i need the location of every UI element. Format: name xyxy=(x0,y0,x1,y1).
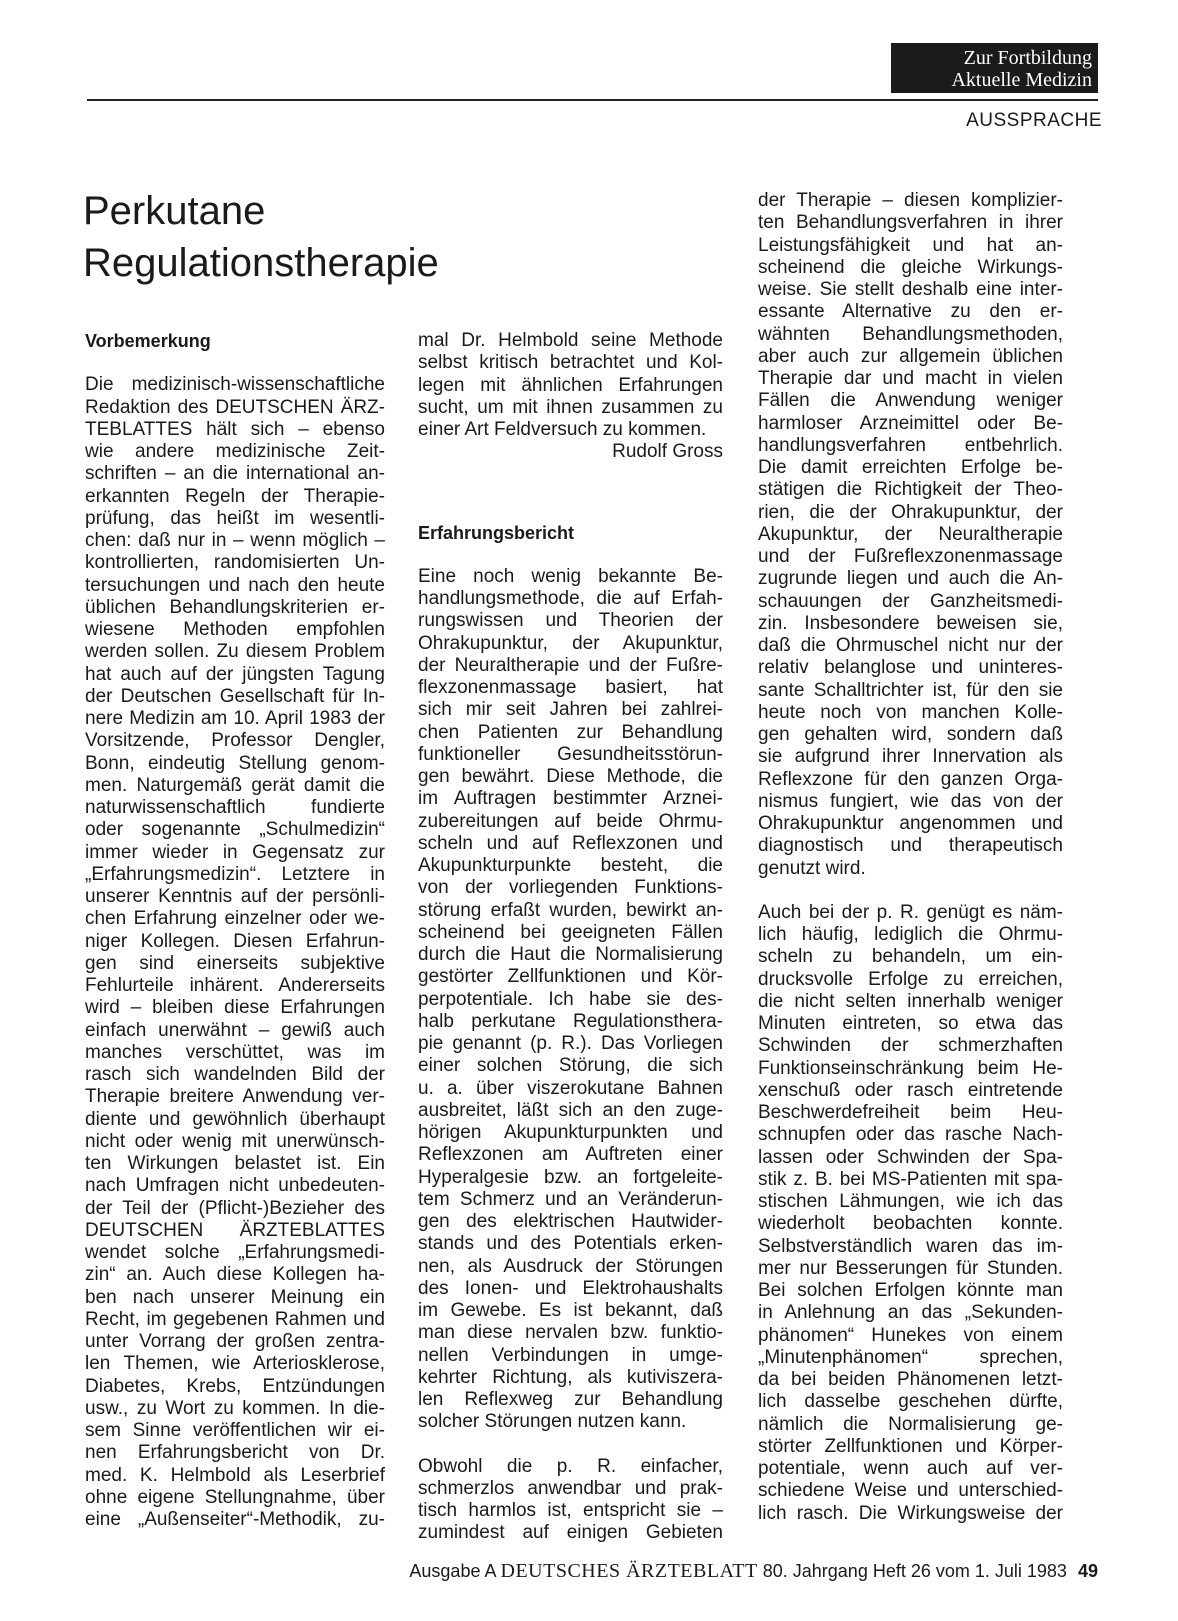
text-line: Fehlurteile inhärent. Andererseits xyxy=(85,975,385,996)
text-line: perpotentiale. Ich habe sie des- xyxy=(418,988,723,1010)
text-line: werden sollen. Zu diesem Problem xyxy=(85,641,385,663)
text-line: DEUTSCHEN ÄRZTEBLATTES xyxy=(85,1219,385,1241)
text-line: solcher Störungen nutzen kann. xyxy=(418,1411,687,1433)
text-line: scheln und auf Reflexzonen und xyxy=(418,832,723,854)
page-number: 49 xyxy=(1077,1561,1098,1581)
text-line: Bei solchen Erfolgen könnte man xyxy=(758,1280,1063,1301)
column-1 xyxy=(85,330,385,1531)
text-line: der Neuraltherapie und der Fußre- xyxy=(418,654,723,676)
issue-info: 80. Jahrgang Heft 26 vom 1. Juli 1983 xyxy=(762,1561,1067,1581)
title-line: Perkutane xyxy=(83,189,266,233)
text-line: diagnostisch und therapeutisch xyxy=(758,835,1063,857)
text-line: relativ belanglose und uninteres- xyxy=(758,657,1063,679)
text-line: drucksvolle Erfolge zu erreichen, xyxy=(758,968,1063,990)
text-line: nen, als Ausdruck der Störungen xyxy=(418,1255,723,1277)
text-line: gestörter Zellfunktionen und Kör- xyxy=(418,966,723,988)
text-line: nismus fungiert, wie das von der xyxy=(758,790,1063,812)
text-line: der Deutschen Gesellschaft für In- xyxy=(85,685,385,707)
text-line: manches verschüttet, was im xyxy=(85,1041,385,1063)
text-line: wiesene Methoden empfohlen xyxy=(85,619,385,640)
text-line: nere Medizin am 10. April 1983 der xyxy=(85,708,385,729)
text-line: stik z. B. bei MS-Patienten mit spa- xyxy=(758,1168,1063,1190)
text-line: mer nur Besserungen für Stunden. xyxy=(758,1257,1063,1279)
text-line: man diese nervalen bzw. funktio- xyxy=(418,1322,723,1344)
text-line: heute noch von manchen Kolle- xyxy=(758,701,1063,723)
text-line: rien, die der Ohrakupunktur, der xyxy=(758,501,1063,523)
text-line: ten Behandlungsverfahren in ihrer xyxy=(758,212,1063,234)
section-badge xyxy=(891,43,1098,93)
text-line: hat auch auf der jüngsten Tagung xyxy=(85,663,385,685)
text-line: Die medizinisch-wissenschaftliche xyxy=(85,374,385,396)
title-line: Regulationstherapie xyxy=(83,241,439,285)
text-line: „Minutenphänomen“ sprechen, xyxy=(758,1346,1063,1368)
text-line: nen Erfahrungsbericht von Dr. xyxy=(85,1442,385,1464)
badge-line: Aktuelle Medizin xyxy=(951,69,1092,91)
text-line: störter Zellfunktionen und Körper- xyxy=(758,1435,1063,1457)
text-line: med. K. Helmbold als Leserbrief xyxy=(85,1464,385,1486)
text-line: stischen Lähmungen, wie ich das xyxy=(758,1191,1063,1212)
text-line: störung erfaßt wurden, bewirkt an- xyxy=(418,899,723,921)
text-line: durch die Haut die Normalisierung xyxy=(418,944,723,965)
text-line: scheln zu behandeln, um ein- xyxy=(758,946,1063,968)
text-line: nämlich die Normalisierung ge- xyxy=(758,1413,1063,1435)
page-footer xyxy=(298,1560,1098,1583)
text-line: Therapie dar und macht in vielen xyxy=(758,368,1063,389)
text-line: ten Wirkungen belastet ist. Ein xyxy=(85,1153,385,1174)
text-line: lassen oder Schwinden der Spa- xyxy=(758,1146,1063,1168)
text-line: sante Schalltrichter ist, für den sie xyxy=(758,679,1063,701)
paragraph xyxy=(418,566,723,1434)
text-line: nach Umfragen nicht unbedeuten- xyxy=(85,1175,385,1197)
text-line: „Erfahrungsmedizin“. Letztere in xyxy=(85,863,385,885)
text-line: harmloser Arzneimittel oder Be- xyxy=(758,412,1063,434)
section-label: AUSSPRACHE xyxy=(966,110,1102,131)
text-line: erkannten Regeln der Therapie- xyxy=(85,485,385,507)
column-2 xyxy=(418,330,723,1545)
text-line: einer solchen Störung, die sich xyxy=(418,1055,723,1077)
text-line: Recht, im gegebenen Rahmen und xyxy=(85,1308,385,1330)
paragraph xyxy=(418,1456,723,1545)
text-line: chen: daß nur in – wenn möglich – xyxy=(85,530,385,551)
text-line: sich mir seit Jahren bei zahlrei- xyxy=(418,699,723,721)
text-line: unter Vorrang der großen zentra- xyxy=(85,1331,385,1352)
text-line: scheinend bei geeigneten Fällen xyxy=(418,921,723,943)
text-line: wähnten Behandlungsmethoden, xyxy=(758,323,1063,345)
text-line: schauungen der Ganzheitsmedi- xyxy=(758,590,1063,612)
paragraph-gap xyxy=(418,464,723,522)
text-line: essante Alternative zu den er- xyxy=(758,301,1063,323)
signature: Rudolf Gross xyxy=(612,441,723,463)
text-line: sucht, um mit ihnen zusammen zu xyxy=(418,396,723,418)
text-line: len Reflexweg zur Behandlung xyxy=(418,1389,723,1410)
text-line: unserer Kenntnis auf der persönli- xyxy=(85,886,385,907)
text-line: wird – bleiben diese Erfahrungen xyxy=(85,997,385,1019)
text-line: stätigen die Richtigkeit der Theo- xyxy=(758,479,1063,501)
text-line: zin. Insbesondere beweisen sie, xyxy=(758,612,1063,634)
text-line: tisch harmlos ist, entspricht sie – xyxy=(418,1500,723,1521)
text-line: gen sind einerseits subjektive xyxy=(85,952,385,974)
text-line: kontrollierten, randomisierten Un- xyxy=(85,552,385,574)
text-line: Akupunkturpunkte besteht, die xyxy=(418,855,723,876)
text-line: im Auftragen bestimmter Arznei- xyxy=(418,788,723,810)
text-line: diente und gewöhnlich überhaupt xyxy=(85,1108,385,1130)
text-line: Fällen die Anwendung weniger xyxy=(758,390,1063,412)
text-line: Die damit erreichten Erfolge be- xyxy=(758,457,1063,478)
article-title xyxy=(83,185,439,289)
text-line: Minuten eintreten, so etwa das xyxy=(758,1013,1063,1034)
text-line: lich rasch. Die Wirkungsweise der xyxy=(758,1502,1063,1524)
text-line: der Teil der (Pflicht-)Bezieher des xyxy=(85,1197,385,1219)
text-line: Hyperalgesie bzw. an fortgeleite- xyxy=(418,1166,723,1188)
text-line: zumindest auf einigen Gebieten xyxy=(418,1522,723,1544)
text-line: der Therapie – diesen komplizier- xyxy=(758,190,1063,211)
text-line: daß die Ohrmuschel nicht nur der xyxy=(758,635,1063,656)
text-line: Therapie breitere Anwendung ver- xyxy=(85,1086,385,1108)
text-line: rasch sich wandelnden Bild der xyxy=(85,1064,385,1085)
text-line: flexzonenmassage basiert, hat xyxy=(418,677,723,698)
text-line: nicht oder wenig mit unerwünsch- xyxy=(85,1130,385,1152)
text-line: Vorsitzende, Professor Dengler, xyxy=(85,730,385,752)
text-line: usw., zu Wort zu kommen. In die- xyxy=(85,1397,385,1419)
paragraph xyxy=(418,330,723,441)
text-line: des Ionen- und Elektrohaushalts xyxy=(418,1277,723,1299)
text-line: zugrunde liegen und auch die An- xyxy=(758,568,1063,590)
text-line: genutzt wird. xyxy=(758,857,866,879)
text-line: von der vorliegenden Funktions- xyxy=(418,877,723,899)
text-line: Akupunktur, der Neuraltherapie xyxy=(758,523,1063,545)
journal-name: DEUTSCHES ÄRZTEBLATT xyxy=(500,1560,758,1582)
text-line: ausbreitet, läßt sich an den zuge- xyxy=(418,1099,723,1121)
text-line: mal Dr. Helmbold seine Methode xyxy=(418,330,723,351)
text-line: Diabetes, Krebs, Entzündungen xyxy=(85,1375,385,1397)
text-line: wiederholt beobachten konnte. xyxy=(758,1213,1063,1235)
paragraph xyxy=(758,190,1063,880)
header-rule xyxy=(87,99,1098,101)
text-line: men. Naturgemäß gerät damit die xyxy=(85,774,385,796)
text-line: Funktionseinschränkung beim He- xyxy=(758,1057,1063,1079)
text-line: Selbstverständlich waren das im- xyxy=(758,1235,1063,1257)
text-line: xenschuß oder rasch eintretende xyxy=(758,1079,1063,1101)
text-line: niger Kollegen. Diesen Erfahrun- xyxy=(85,930,385,952)
text-line: funktioneller Gesundheitsstörun- xyxy=(418,743,723,765)
text-line: Ohrakupunktur, der Akupunktur, xyxy=(418,632,723,654)
text-line: oder sogenannte „Schulmedizin“ xyxy=(85,819,385,841)
text-line: zubereitungen auf beide Ohrmu- xyxy=(418,810,723,832)
text-line: kehrter Richtung, als kutiviszera- xyxy=(418,1366,723,1388)
text-line: legen mit ähnlichen Erfahrungen xyxy=(418,374,723,396)
badge-line: Zur Fortbildung xyxy=(963,47,1092,69)
text-line: sie aufgrund ihrer Innervation als xyxy=(758,746,1063,768)
text-line: Reflexzone für den ganzen Orga- xyxy=(758,768,1063,790)
text-line: sem Sinne veröffentlichen wir ei- xyxy=(85,1420,385,1441)
paragraph-gap xyxy=(758,880,1063,902)
paragraph-gap xyxy=(418,544,723,566)
text-line: u. a. über viszerokutane Bahnen xyxy=(418,1077,723,1099)
paragraph-gap xyxy=(418,1434,723,1456)
text-line: einer Art Feldversuch zu kommen. xyxy=(418,419,707,440)
edition: Ausgabe A xyxy=(409,1561,496,1581)
text-line: schiedene Weise und unterschied- xyxy=(758,1480,1063,1502)
text-line: hörigen Akupunkturpunkten und xyxy=(418,1122,723,1143)
text-line: TEBLATTES hält sich – ebenso xyxy=(85,418,385,440)
text-line: nellen Verbindungen in umge- xyxy=(418,1344,723,1366)
text-line: wie andere medizinische Zeit- xyxy=(85,441,385,462)
text-line: len Themen, wie Arteriosklerose, xyxy=(85,1353,385,1375)
subheading-vorbemerkung: Vorbemerkung xyxy=(85,331,211,351)
text-line: rungswissen und Theorien der xyxy=(418,610,723,632)
paragraph-gap xyxy=(85,352,385,374)
text-line: immer wieder in Gegensatz zur xyxy=(85,841,385,863)
text-line: Obwohl die p. R. einfacher, xyxy=(418,1455,723,1477)
text-line: ben nach unserer Meinung ein xyxy=(85,1286,385,1308)
text-line: schmerzlos anwendbar und prak- xyxy=(418,1477,723,1499)
text-line: halb perkutane Regulationsthera- xyxy=(418,1010,723,1032)
text-line: Beschwerdefreiheit beim Heu- xyxy=(758,1102,1063,1123)
text-line: pie genannt (p. R.). Das Vorliegen xyxy=(418,1033,723,1054)
text-line: im Gewebe. Es ist bekannt, daß xyxy=(418,1300,723,1321)
text-line: lich dasselbe geschehen dürfte, xyxy=(758,1391,1063,1413)
text-line: handlungsverfahren entbehrlich. xyxy=(758,434,1063,456)
text-line: Redaktion des DEUTSCHEN ÄRZ- xyxy=(85,396,385,418)
paragraph xyxy=(85,374,385,1531)
subheading-erfahrungsbericht: Erfahrungsbericht xyxy=(418,522,575,543)
text-line: ohne eigene Stellungnahme, über xyxy=(85,1486,385,1508)
text-line: handlungsmethode, die auf Erfah- xyxy=(418,588,723,609)
text-line: tem Schmerz und an Veränderun- xyxy=(418,1188,723,1210)
column-3 xyxy=(758,190,1063,1525)
text-line: und der Fußreflexzonenmassage xyxy=(758,546,1063,567)
text-line: Bonn, eindeutig Stellung genom- xyxy=(85,752,385,774)
text-line: tersuchungen und nach den heute xyxy=(85,574,385,596)
text-line: üblichen Behandlungskriterien er- xyxy=(85,596,385,618)
text-line: lich häufig, lediglich die Ohrmu- xyxy=(758,924,1063,945)
text-line: Schwinden der schmerzhaften xyxy=(758,1035,1063,1057)
text-line: wendet solche „Erfahrungsmedi- xyxy=(85,1242,385,1263)
text-line: zin“ an. Auch diese Kollegen ha- xyxy=(85,1264,385,1286)
text-line: in Anlehnung an das „Sekunden- xyxy=(758,1302,1063,1324)
text-line: die nicht selten innerhalb weniger xyxy=(758,990,1063,1012)
text-line: prüfung, das heißt im wesentli- xyxy=(85,507,385,529)
text-line: da bei beiden Phänomenen letzt- xyxy=(758,1369,1063,1390)
paragraph xyxy=(758,902,1063,1525)
text-line: Eine noch wenig bekannte Be- xyxy=(418,565,723,587)
text-line: aber auch zur allgemein üblichen xyxy=(758,345,1063,367)
text-line: selbst kritisch betrachtet und Kol- xyxy=(418,352,723,374)
text-line: scheinend die gleiche Wirkungs- xyxy=(758,256,1063,278)
text-line: eine „Außenseiter“-Methodik, zu- xyxy=(85,1509,385,1530)
text-line: Ohrakupunktur angenommen und xyxy=(758,813,1063,834)
text-line: chen Patienten zur Behandlung xyxy=(418,721,723,743)
text-line: chen Erfahrung einzelner oder we- xyxy=(85,908,385,930)
text-line: einfach unerwähnt – gewiß auch xyxy=(85,1019,385,1041)
text-line: schriften – an die international an- xyxy=(85,463,385,485)
text-line: potentiale, wenn auch auf ver- xyxy=(758,1458,1063,1479)
text-line: schnupfen oder das rasche Nach- xyxy=(758,1124,1063,1146)
text-line: phänomen“ Hunekes von einem xyxy=(758,1324,1063,1346)
text-line: gen des elektrischen Hautwider- xyxy=(418,1211,723,1232)
text-line: weise. Sie stellt deshalb eine inter- xyxy=(758,279,1063,300)
text-line: Leistungsfähigkeit und hat an- xyxy=(758,234,1063,256)
text-line: gen gehalten wird, sondern daß xyxy=(758,724,1063,745)
text-line: naturwissenschaftlich fundierte xyxy=(85,797,385,818)
text-line: Reflexzonen am Auftreten einer xyxy=(418,1144,723,1166)
text-line: gen bewährt. Diese Methode, die xyxy=(418,766,723,787)
text-line: Auch bei der p. R. genügt es näm- xyxy=(758,901,1063,923)
text-line: stands und des Potentials erken- xyxy=(418,1233,723,1255)
